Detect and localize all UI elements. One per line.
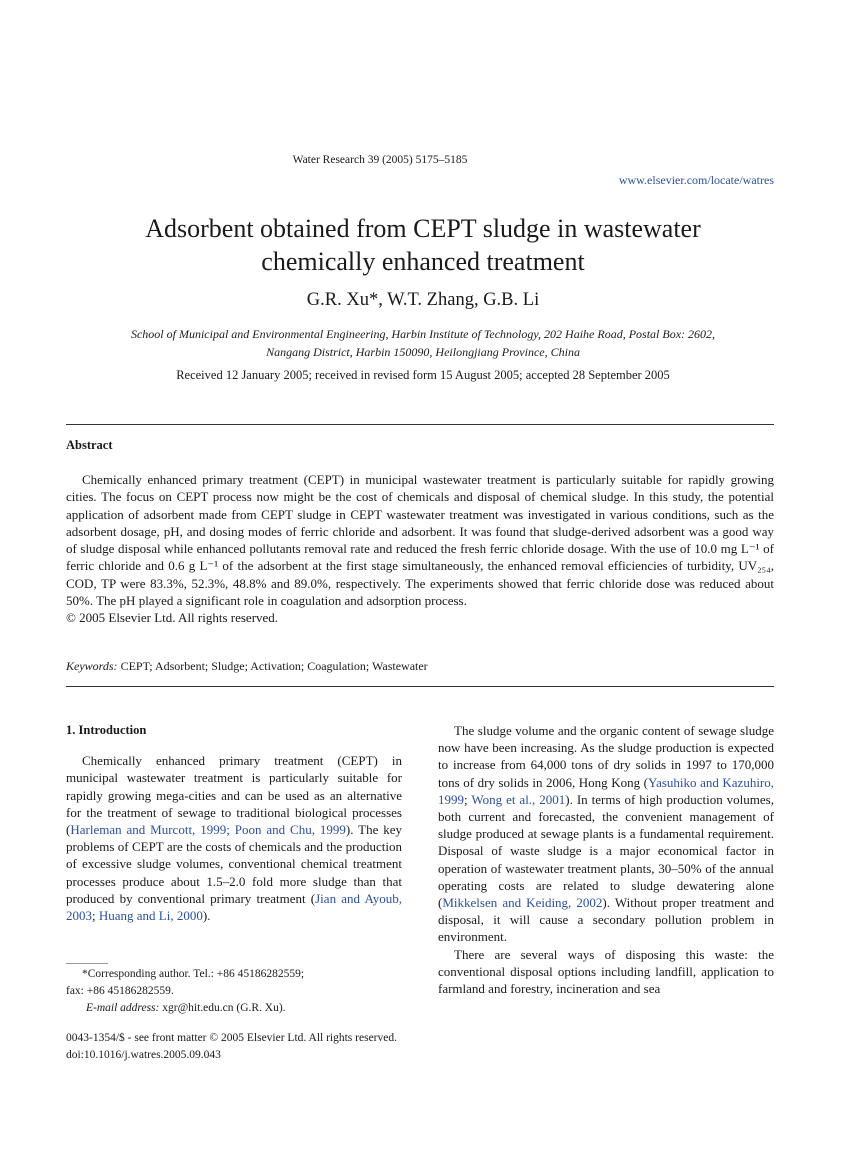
footnote-rule [66, 963, 108, 964]
column-left [66, 722, 402, 924]
section-heading-introduction: 1. Introduction [66, 723, 147, 737]
affiliation [60, 325, 786, 361]
divider-top [66, 424, 774, 425]
intro-paragraph-2 [438, 722, 774, 946]
affiliation-line-2: Nangang District, Harbin 150090, Heilongjiang Province, China [266, 345, 580, 359]
intro-p1-text-a: Chemically enhanced primary treatment (CEPT) in municipal wastewater treatment is particularly suitable for rapidly growing mega-cities and can be used as an alternative for the treatment of sewage to traditional biological processes ( [66, 753, 402, 838]
citation-link[interactable]: Wong et al., 2001 [471, 791, 566, 807]
intro-p2-text-b: ). In terms of high production volumes, both current and forecasted, the convenient management of sludge produced at sewage plants is a fundamental requirement. Disposal of waste sludge is a major economical factor in operation of wastewater treatment plants, 30–50% of the annual operating costs are related to sludge dewatering alone ( [438, 791, 774, 911]
abstract-body [66, 471, 774, 627]
keywords [66, 659, 428, 674]
title-line-1: Adsorbent obtained from CEPT sludge in wastewater [145, 214, 701, 243]
intro-p1-text-b: ). The key problems of CEPT are the costs of chemicals and the production of excessive sludge volumes, conventional chemical treatment processes produce about 1.5–2.0 fold more sludge than that produced by conventional primary treatment ( [66, 822, 403, 906]
journal-url-link[interactable]: www.elsevier.com/locate/watres [618, 173, 774, 187]
footnote [66, 966, 402, 1017]
article-title [60, 212, 786, 278]
citation-separator: ; [92, 908, 99, 924]
front-matter [66, 1030, 397, 1064]
citation-separator: ; [464, 791, 472, 807]
keywords-list: CEPT; Adsorbent; Sludge; Activation; Coagulation; Wastewater [120, 659, 428, 673]
footnote-email [66, 1000, 402, 1017]
issn-line: 0043-1354/$ - see front matter © 2005 Elsevier Ltd. All rights reserved. [66, 1032, 397, 1044]
column-right [438, 722, 774, 997]
doi-line[interactable]: doi:10.1016/j.watres.2005.09.043 [66, 1049, 221, 1061]
email-label: E-mail address: [86, 1002, 160, 1014]
copyright-line: © 2005 Elsevier Ltd. All rights reserved. [66, 610, 279, 626]
abstract-heading: Abstract [66, 438, 113, 452]
citation-link[interactable]: Harleman and Murcott, 1999; Poon and Chu, 1999 [70, 822, 346, 838]
citation-link[interactable]: Yasuhiko and Kazuhiro, 1999 [438, 774, 775, 807]
divider-bottom [66, 686, 774, 687]
intro-p1-text-c: ). [202, 908, 211, 924]
received-dates: Received 12 January 2005; received in revised form 15 August 2005; accepted 28 September 2005 [176, 368, 670, 382]
citation-link[interactable]: Huang and Li, 2000 [98, 908, 203, 924]
keywords-label: Keywords: [66, 659, 118, 673]
citation-link[interactable]: Jian and Ayoub, 2003 [66, 890, 402, 924]
intro-paragraph-1 [66, 752, 402, 924]
journal-citation: Water Research 39 (2005) 5175–5185 [292, 154, 468, 166]
intro-p2-text-a: The sludge volume and the organic content of sewage sludge now have been increasing. As the sludge production is expected to increase from 64,000 tons of dry solids in 1997 to 170,000 tons of dry solids in 2006, Hong Kong ( [438, 723, 774, 790]
abstract-text: Chemically enhanced primary treatment (CEPT) in municipal wastewater treatment is particularly suitable for rapidly growing cities. The focus on CEPT process now might be the cost of chemicals and disposal of chemical sludge. In this study, the potential application of adsorbent made from CEPT sludge in CEPT wastewater treatment was investigated in various conditions, such as the adsorbent dosage, pH, and dosing modes of ferric chloride and adsorbent. It was found that sludge-derived adsorbent was a good way of sludge disposal while enhanced pollutants removal rate and reduced the fresh ferric chloride dosage. With the use of 10.0 mg L⁻¹ of ferric chloride and 0.6 g L⁻¹ of the adsorbent at the first stage simultaneously, the enhanced removal efficiencies of turbidity, UV₂₅₄, COD, TP were 83.3%, 52.3%, 48.8% and 89.0%, respectively. The experiments showed that ferric chloride dose was reduced about 50%. The pH played a significant role in coagulation and adsorption process. [66, 472, 774, 609]
author-list: G.R. Xu*, W.T. Zhang, G.B. Li [306, 290, 540, 310]
citation-link[interactable]: Mikkelsen and Keiding, 2002 [442, 895, 603, 911]
affiliation-line-1: School of Municipal and Environmental Engineering, Harbin Institute of Technology, 202 Haihe Road, Postal Box: 2602, [130, 327, 716, 341]
footnote-corresponding: *Corresponding author. Tel.: +86 45186282559; [82, 968, 305, 980]
intro-paragraph-3: There are several ways of disposing this waste: the conventional disposal options including landfill, application to farmland and forestry, incineration and sea [438, 946, 774, 997]
footnote-fax: fax: +86 45186282559. [66, 985, 174, 997]
intro-p2-text-c: ). Without proper treatment and disposal, it will cause a secondary pollution problem in environment. [438, 895, 774, 945]
title-line-2: chemically enhanced treatment [261, 247, 585, 276]
email-address[interactable]: xgr@hit.edu.cn (G.R. Xu). [162, 1002, 286, 1014]
